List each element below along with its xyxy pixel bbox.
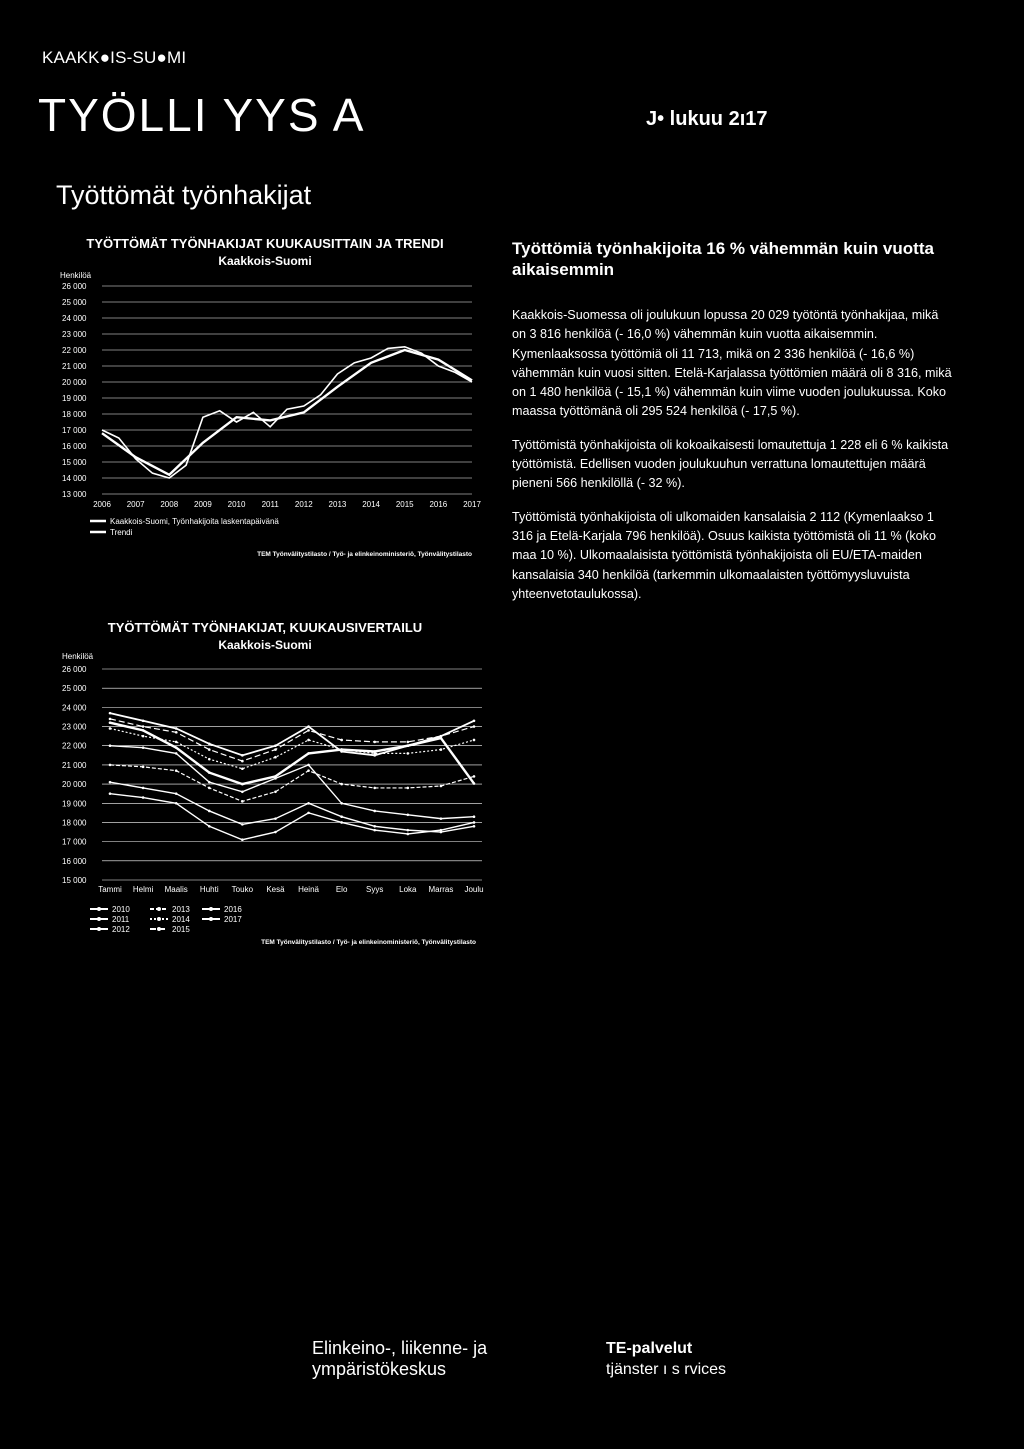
- data-point: [175, 792, 178, 795]
- legend-label: 2010: [112, 905, 130, 914]
- data-point: [274, 756, 277, 759]
- data-point: [175, 727, 178, 730]
- data-point: [142, 725, 145, 728]
- x-tick-label: Syys: [366, 885, 384, 894]
- y-tick-label: 14 000: [62, 474, 87, 483]
- y-tick-label: 20 000: [62, 780, 87, 790]
- y-axis-label: Henkilöä: [62, 652, 94, 661]
- y-axis-label: Henkilöä: [60, 271, 92, 280]
- legend-label: Kaakkois-Suomi, Työnhakijoita laskentapäivänä: [110, 517, 279, 526]
- paragraph: Työttömistä työnhakijoista oli kokoaikaisesti lomautettuja 1 228 eli 6 % kaikista työttömistä. Edellisen vuoden joulukuuhun verrattuna lomautettujen määrä pieneni 566 henkilöllä (- 32 %).: [512, 437, 949, 491]
- monthly-trend-chart: [40, 236, 490, 566]
- data-point: [208, 787, 211, 790]
- data-point: [109, 764, 112, 767]
- data-point: [208, 825, 211, 828]
- data-point: [175, 741, 178, 744]
- y-tick-label: 18 000: [62, 410, 87, 419]
- data-point: [373, 810, 376, 813]
- series-line-2011: [110, 782, 474, 832]
- y-tick-label: 16 000: [62, 442, 87, 451]
- data-point: [241, 783, 244, 786]
- data-point: [109, 712, 112, 715]
- series-line-monthly: [102, 347, 472, 478]
- data-point: [241, 823, 244, 826]
- x-tick-label: 2012: [294, 500, 313, 509]
- y-tick-label: 26 000: [62, 665, 87, 674]
- y-tick-label: 21 000: [62, 362, 87, 371]
- data-point: [208, 781, 211, 784]
- data-point: [241, 760, 244, 763]
- x-tick-label: Heinä: [298, 885, 319, 894]
- data-point: [440, 829, 443, 832]
- data-point: [142, 719, 145, 722]
- data-point: [241, 767, 244, 770]
- series-line-2017: [110, 723, 474, 784]
- report-date: J• lukuu 2ı17: [646, 108, 768, 130]
- data-point: [340, 802, 343, 805]
- data-point: [175, 731, 178, 734]
- data-point: [340, 748, 343, 751]
- legend-marker: [157, 917, 161, 921]
- data-point: [340, 815, 343, 818]
- data-point: [241, 800, 244, 803]
- legend-label: 2016: [224, 905, 242, 914]
- x-tick-label: 2010: [227, 500, 246, 509]
- data-point: [142, 787, 145, 790]
- data-point: [208, 771, 211, 774]
- legend-marker: [209, 917, 213, 921]
- x-tick-label: Touko: [231, 885, 254, 894]
- data-point: [373, 829, 376, 832]
- data-point: [373, 750, 376, 753]
- x-tick-label: Huhti: [199, 885, 219, 894]
- x-tick-label: Tammi: [98, 885, 122, 894]
- data-point: [109, 792, 112, 795]
- data-point: [175, 752, 178, 755]
- legend-marker: [97, 927, 101, 931]
- data-point: [473, 825, 476, 828]
- x-tick-label: Maalis: [164, 885, 188, 894]
- data-point: [340, 821, 343, 824]
- x-tick-label: 2007: [126, 500, 145, 509]
- data-point: [109, 718, 112, 721]
- data-point: [340, 739, 343, 742]
- x-tick-label: 2016: [429, 500, 448, 509]
- page-title: TYÖLLI YYS A: [38, 89, 366, 141]
- y-tick-label: 16 000: [62, 856, 87, 866]
- y-tick-label: 17 000: [62, 837, 87, 847]
- te-logo-text: [606, 1338, 726, 1380]
- y-tick-label: 20 000: [62, 378, 87, 387]
- y-tick-label: 15 000: [62, 458, 87, 467]
- x-tick-label: 2009: [194, 500, 212, 509]
- legend-label: 2012: [112, 925, 130, 934]
- data-point: [407, 741, 410, 744]
- x-tick-label: 2006: [93, 500, 111, 509]
- x-tick-label: 2014: [362, 500, 380, 509]
- data-point: [274, 831, 277, 834]
- paragraph: Kaakkois-Suomessa oli joulukuun lopussa 20 029 työtöntä työnhakijaa, mikä on 3 816 henkilöä (- 16,0 %) vähemmän kuin vuotta aikaisemmin. Kymenlaaksossa työttömiä oli 11 713, mikä on 2 336 henkilöä (- 16,6 %) vähemmän kuin vuosi sitten. Etelä-Karjalassa työttömien määrä oli 8 316, mikä on 1 480 henkilöä (- 15,1 %) vähemmän kuin viime vuoden joulukuussa. Koko maassa työttömänä oli 295 524 henkilöä (- 17,5 %).: [512, 308, 952, 419]
- series-line-trend: [102, 350, 472, 475]
- te-line2: tjänster ı s rvices: [606, 1361, 727, 1378]
- data-point: [175, 746, 178, 749]
- data-point: [307, 769, 310, 772]
- data-point: [407, 752, 410, 755]
- data-point: [274, 790, 277, 793]
- x-tick-label: Loka: [399, 885, 417, 894]
- x-tick-label: Joulu: [464, 885, 484, 894]
- data-point: [440, 785, 443, 788]
- chart2-title: TYÖTTÖMÄT TYÖNHAKIJAT, KUUKAUSIVERTAILU: [107, 620, 423, 635]
- y-tick-label: 23 000: [62, 330, 87, 339]
- data-point: [307, 764, 310, 767]
- legend-marker: [157, 927, 161, 931]
- y-tick-label: 24 000: [62, 314, 87, 323]
- text-column: [512, 238, 952, 618]
- text-heading: Työttömiä työnhakijoita 16 % vähemmän kuin vuotta aikaisemmin: [512, 239, 934, 279]
- data-point: [473, 782, 476, 785]
- ely-logo-text: [312, 1338, 487, 1380]
- data-point: [208, 743, 211, 746]
- legend-label: Trendi: [110, 528, 133, 537]
- legend-marker: [157, 907, 161, 911]
- legend-label: 2015: [172, 925, 190, 934]
- y-tick-label: 19 000: [62, 394, 87, 403]
- data-point: [109, 781, 112, 784]
- ely-line2: ympäristökeskus: [312, 1359, 447, 1379]
- legend-label: 2014: [172, 915, 190, 924]
- y-tick-label: 15 000: [62, 876, 87, 885]
- data-point: [274, 744, 277, 747]
- y-tick-label: 22 000: [62, 741, 87, 751]
- series-line-2014: [110, 728, 474, 768]
- data-point: [407, 829, 410, 832]
- data-point: [373, 754, 376, 757]
- data-point: [142, 796, 145, 799]
- data-point: [307, 812, 310, 815]
- data-point: [208, 748, 211, 751]
- chart1-plot: [40, 236, 490, 566]
- y-tick-label: 18 000: [62, 818, 87, 828]
- series-line-2013: [110, 765, 474, 801]
- data-point: [109, 727, 112, 730]
- y-tick-label: 17 000: [62, 426, 87, 435]
- legend-label: 2017: [224, 915, 242, 924]
- data-point: [208, 810, 211, 813]
- data-point: [407, 787, 410, 790]
- data-point: [241, 790, 244, 793]
- x-tick-label: 2013: [328, 500, 347, 509]
- data-point: [175, 802, 178, 805]
- y-tick-label: 13 000: [62, 490, 87, 499]
- data-point: [373, 787, 376, 790]
- data-point: [373, 741, 376, 744]
- y-tick-label: 19 000: [62, 799, 87, 809]
- data-point: [373, 825, 376, 828]
- legend-label: 2013: [172, 905, 190, 914]
- data-point: [241, 754, 244, 757]
- data-point: [473, 725, 476, 728]
- data-point: [440, 748, 443, 751]
- data-point: [307, 729, 310, 732]
- chart2-source: TEM Työnvälitystilasto / Työ- ja elinkeinoministeriö, Työnvälitystilasto: [261, 939, 476, 946]
- legend-marker: [209, 907, 213, 911]
- chart1-subtitle: Kaakkois-Suomi: [218, 254, 312, 268]
- chart2-plot: [40, 620, 490, 960]
- x-tick-label: Helmi: [132, 885, 154, 894]
- x-tick-label: 2008: [160, 500, 179, 509]
- data-point: [274, 748, 277, 751]
- x-tick-label: Kesä: [266, 885, 285, 894]
- y-tick-label: 24 000: [62, 703, 87, 713]
- paragraph: Työttömistä työnhakijoista oli ulkomaiden kansalaisia 2 112 (Kymenlaakso 1 316 ja Etelä-Karjala 796 henkilöä). Osuus kaikista työttömistä oli 11 % (koko maa 10 %). Ulkomaalaisista työttömistä työnhakijoista oli EU/ETA-maiden kansalaisia 340 henkilöä (tarkemmin ulkomaalaisten työttömyysluvuista yhteenvetotaulukossa).: [512, 509, 936, 601]
- y-tick-label: 22 000: [62, 346, 87, 355]
- legend-marker: [97, 917, 101, 921]
- x-tick-label: Marras: [428, 885, 454, 894]
- data-point: [407, 813, 410, 816]
- data-point: [473, 821, 476, 824]
- chart1-source: TEM Työnvälitystilasto / Työ- ja elinkeinoministeriö, Työnvälitystilasto: [257, 551, 472, 558]
- data-point: [473, 739, 476, 742]
- series-line-2010: [110, 746, 474, 819]
- y-tick-label: 25 000: [62, 298, 87, 307]
- data-point: [274, 775, 277, 778]
- te-line1: TE-palvelut: [606, 1340, 693, 1357]
- data-point: [307, 752, 310, 755]
- data-point: [407, 744, 410, 747]
- x-tick-label: 2017: [463, 500, 481, 509]
- data-point: [274, 817, 277, 820]
- data-point: [473, 775, 476, 778]
- data-point: [109, 721, 112, 724]
- data-point: [109, 744, 112, 747]
- chart1-title: TYÖTTÖMÄT TYÖNHAKIJAT KUUKAUSITTAIN JA TRENDI: [86, 236, 444, 251]
- data-point: [340, 783, 343, 786]
- y-tick-label: 21 000: [62, 760, 87, 770]
- chart2-subtitle: Kaakkois-Suomi: [218, 638, 312, 652]
- data-point: [142, 746, 145, 749]
- region-label: KAAKK●IS-SU●MI: [42, 48, 187, 67]
- y-tick-label: 23 000: [62, 722, 87, 732]
- data-point: [175, 769, 178, 772]
- data-point: [473, 815, 476, 818]
- monthly-comparison-chart: [40, 620, 490, 960]
- y-tick-label: 26 000: [62, 282, 87, 291]
- data-point: [440, 817, 443, 820]
- data-point: [473, 719, 476, 722]
- data-point: [307, 739, 310, 742]
- data-point: [407, 833, 410, 836]
- data-point: [142, 729, 145, 732]
- x-tick-label: 2015: [395, 500, 414, 509]
- ely-line1: Elinkeino-, liikenne- ja: [312, 1338, 488, 1358]
- y-tick-label: 25 000: [62, 684, 87, 694]
- data-point: [440, 737, 443, 740]
- data-point: [142, 735, 145, 738]
- x-tick-label: 2011: [261, 500, 279, 509]
- data-point: [208, 758, 211, 761]
- legend-label: 2011: [112, 915, 130, 924]
- data-point: [142, 766, 145, 769]
- legend-marker: [97, 907, 101, 911]
- x-tick-label: Elo: [335, 885, 348, 894]
- data-point: [241, 838, 244, 841]
- section-title: Työttömät työnhakijat: [56, 180, 312, 210]
- data-point: [307, 725, 310, 728]
- data-point: [307, 802, 310, 805]
